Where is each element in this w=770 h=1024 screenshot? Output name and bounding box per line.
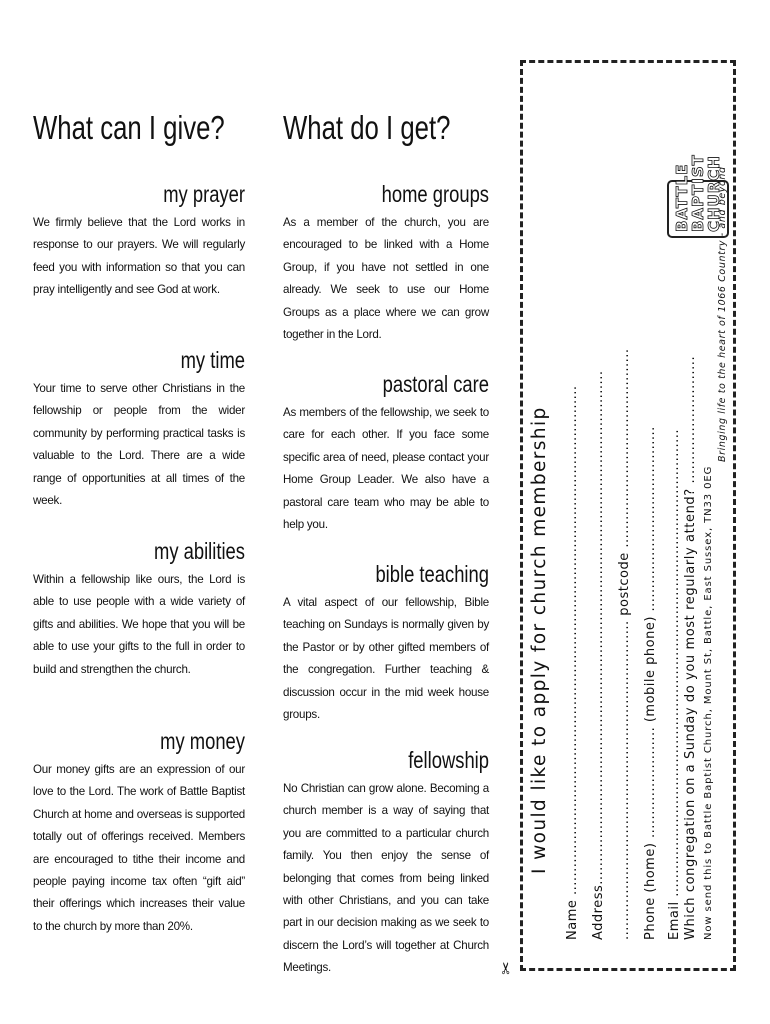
coupon-rotated-content [523, 63, 739, 974]
section-title: home groups [381, 181, 489, 207]
section-title: bible teaching [375, 561, 489, 587]
phone-field[interactable]: Phone (home) ........................ (mobile phone) ........................................ [643, 426, 658, 940]
battle-baptist-church-logo [667, 154, 729, 238]
logo-word: BATTLE [673, 163, 691, 232]
section-my-money [33, 727, 245, 938]
logo-word: CHURCH [705, 155, 723, 232]
section-body: No Christian can grow alone. Becoming a church member is a way of saying that you are committed to a particular church family. You then enjoy the sense of belonging that comes from being linked with other Christians, and you can take part in our decision making as we seek to discern the Lord’s will together at Church Meetings. [283, 782, 489, 975]
scissors-icon: ✂ [498, 961, 516, 975]
section-title: pastoral care [382, 371, 489, 397]
section-title: my money [160, 728, 245, 754]
section-my-time [33, 346, 245, 512]
section-title: my abilities [153, 538, 245, 564]
section-title: my time [180, 347, 245, 373]
section-my-prayer [33, 180, 245, 302]
get-heading: What do I get? [283, 109, 451, 146]
section-home-groups [283, 180, 489, 346]
section-fellowship [283, 746, 489, 980]
section-my-abilities [33, 537, 245, 681]
section-body: Your time to serve other Christians in the fellowship or people from the wider community by performing practical tasks is valuable to the Lord. There are a wide range of opportunities at all times of the week. [33, 382, 245, 508]
logo-word: BAPTIST [689, 154, 707, 232]
membership-application-coupon [520, 60, 736, 971]
email-field[interactable]: Email ..................................................................................................... [667, 428, 682, 940]
section-pastoral-care [283, 370, 489, 536]
give-heading: What can I give? [33, 109, 225, 146]
section-body: Within a fellowship like ours, the Lord is able to use people with a wide variety of gifts and abilities. We hope that you will be able to use your gifts to the full in order to build and strengthen the church. [33, 573, 245, 676]
address-field[interactable]: Address............................................................................................................... [591, 370, 606, 940]
section-body: As members of the fellowship, we seek to care for each other. If you face some specific area of need, please contact your Home Group Leader. We also have a pastoral care team who may be able to help you. [283, 406, 489, 532]
section-body: A vital aspect of our fellowship, Bible teaching on Sundays is normally given by the Pastor or by other gifted members of the congregation. Further teaching & discussion occur in the mid week house groups. [283, 596, 489, 722]
congregation-field[interactable]: Which congregation on a Sunday do you most regularly attend? ........................... [683, 355, 698, 940]
section-body: As a member of the church, you are encouraged to be linked with a Home Group, if you have not settled in one already. We seek to use our Home Groups as a place where we can grow together in the Lord. [283, 216, 489, 342]
section-body: We firmly believe that the Lord works in response to our prayers. We will regularly feed you with information so that you can pray intelligently and see God at work. [33, 216, 245, 297]
church-tagline: Bringing life to the heart of 1066 Country - and beyond [717, 166, 728, 462]
section-title: my prayer [163, 181, 245, 207]
send-to-address: Now send this to Battle Baptist Church, Mount St, Battle, East Sussex, TN33 0EG [703, 465, 714, 940]
what-can-i-give-column [33, 108, 245, 933]
form-title: I would like to apply for church membership [529, 406, 550, 874]
section-body: Our money gifts are an expression of our love to the Lord. The work of Battle Baptist Church at home and overseas is supported totally out of offerings received. Members are encouraged to tithe their income and people paying income tax often “gift aid” their offerings which increases their value to the church by more than 20%. [33, 763, 245, 933]
name-field[interactable]: Name .............................................................................................................. [565, 385, 580, 940]
what-do-i-get-column [283, 108, 489, 975]
section-bible-teaching [283, 560, 489, 726]
section-title: fellowship [408, 747, 489, 773]
postcode-field[interactable]: ..................................................................... postcode ........................................... [617, 348, 632, 940]
